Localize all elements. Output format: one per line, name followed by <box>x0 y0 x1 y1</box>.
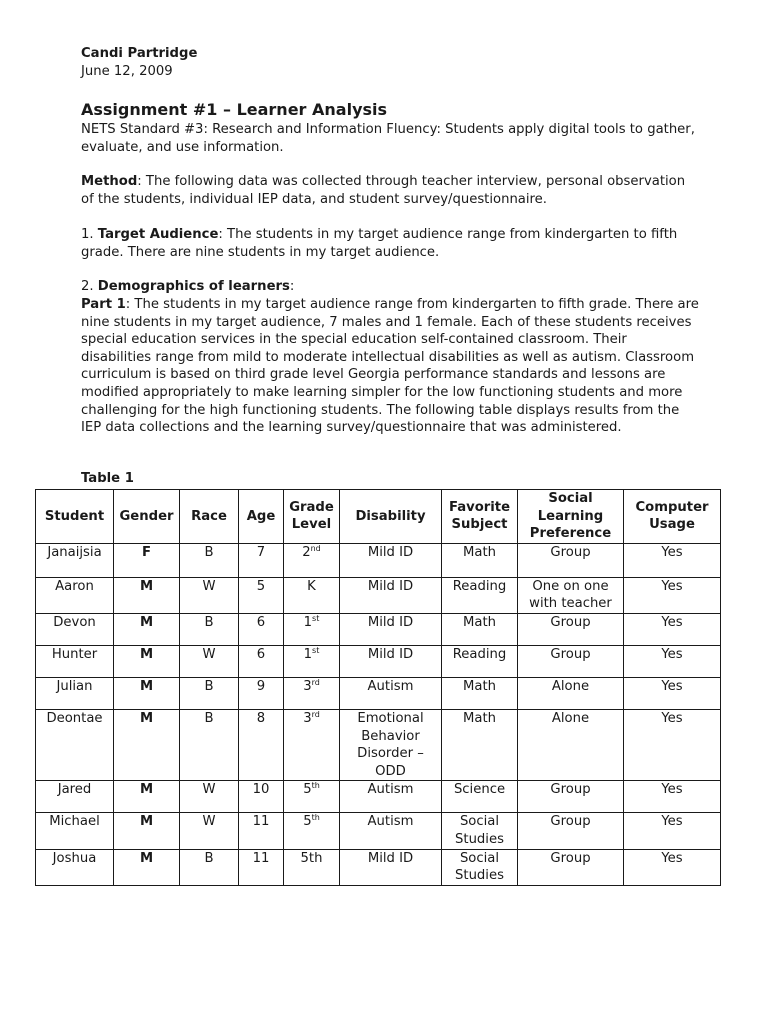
cell-student: Joshua <box>36 849 114 885</box>
cell-social: Group <box>518 813 624 849</box>
cell-social: Group <box>518 645 624 677</box>
cell-subject: Social Studies <box>442 849 518 885</box>
assignment-title: Assignment #1 – Learner Analysis <box>81 100 388 119</box>
table-row <box>36 709 721 780</box>
cell-social: Group <box>518 543 624 577</box>
table-caption: Table 1 <box>81 471 134 486</box>
header-computer-usage: Computer Usage <box>624 490 721 544</box>
cell-age: 5 <box>239 577 284 613</box>
cell-race: B <box>180 543 239 577</box>
cell-computer: Yes <box>624 543 721 577</box>
method-text: : The following data was collected through teacher interview, personal observation of the students, individual IEP data, and student survey/questionnaire. <box>81 174 686 207</box>
header-race: Race <box>180 490 239 544</box>
nets-standard-paragraph: NETS Standard #3: Research and Information Fluency: Students apply digital tools to gather, evaluate, and use information. <box>81 122 695 155</box>
cell-disability: Emotional Behavior Disorder – ODD <box>340 709 442 780</box>
table-row <box>36 677 721 709</box>
cell-age: 11 <box>239 849 284 885</box>
demographics-label: Demographics of learners <box>97 279 290 294</box>
cell-student: Hunter <box>36 645 114 677</box>
cell-gender: M <box>114 781 180 813</box>
cell-social: Group <box>518 781 624 813</box>
cell-subject: Reading <box>442 577 518 613</box>
cell-gender: M <box>114 577 180 613</box>
cell-grade: 5th <box>284 813 340 849</box>
cell-computer: Yes <box>624 813 721 849</box>
cell-gender: M <box>114 849 180 885</box>
table-row <box>36 849 721 885</box>
cell-computer: Yes <box>624 709 721 780</box>
cell-social: One on one with teacher <box>518 577 624 613</box>
target-audience-number: 1. <box>81 227 98 242</box>
cell-disability: Mild ID <box>340 577 442 613</box>
cell-disability: Autism <box>340 813 442 849</box>
header-age: Age <box>239 490 284 544</box>
cell-student: Deontae <box>36 709 114 780</box>
cell-race: W <box>180 645 239 677</box>
cell-subject: Social Studies <box>442 813 518 849</box>
cell-age: 10 <box>239 781 284 813</box>
demographics-colon: : <box>289 279 295 294</box>
part1-paragraph <box>81 296 701 437</box>
cell-race: B <box>180 613 239 645</box>
cell-computer: Yes <box>624 849 721 885</box>
cell-social: Group <box>518 613 624 645</box>
cell-grade: 3rd <box>284 677 340 709</box>
learner-table <box>35 489 721 886</box>
cell-grade: 1st <box>284 645 340 677</box>
cell-disability: Autism <box>340 781 442 813</box>
cell-age: 9 <box>239 677 284 709</box>
cell-race: W <box>180 813 239 849</box>
cell-grade: 5th <box>284 781 340 813</box>
target-audience-label: Target Audience <box>97 227 219 242</box>
cell-subject: Math <box>442 613 518 645</box>
cell-disability: Mild ID <box>340 645 442 677</box>
cell-student: Jared <box>36 781 114 813</box>
cell-disability: Autism <box>340 677 442 709</box>
target-audience-text: : The students in my target audience range from kindergarten to fifth grade. There are nine students in my target audience. <box>81 227 678 260</box>
header-student: Student <box>36 490 114 544</box>
cell-gender: M <box>114 709 180 780</box>
cell-student: Janaijsia <box>36 543 114 577</box>
cell-computer: Yes <box>624 577 721 613</box>
cell-subject: Math <box>442 543 518 577</box>
cell-grade: 5th <box>284 849 340 885</box>
cell-student: Michael <box>36 813 114 849</box>
method-paragraph <box>81 173 701 208</box>
cell-age: 8 <box>239 709 284 780</box>
cell-social: Group <box>518 849 624 885</box>
cell-age: 6 <box>239 613 284 645</box>
cell-race: W <box>180 577 239 613</box>
cell-disability: Mild ID <box>340 543 442 577</box>
cell-student: Julian <box>36 677 114 709</box>
cell-subject: Reading <box>442 645 518 677</box>
header-social-learning: Social Learning Preference <box>518 490 624 544</box>
method-label: Method <box>81 174 138 189</box>
cell-computer: Yes <box>624 677 721 709</box>
cell-gender: M <box>114 613 180 645</box>
header-grade-level: Grade Level <box>284 490 340 544</box>
cell-subject: Science <box>442 781 518 813</box>
cell-age: 6 <box>239 645 284 677</box>
cell-student: Aaron <box>36 577 114 613</box>
cell-social: Alone <box>518 677 624 709</box>
cell-grade: K <box>284 577 340 613</box>
cell-gender: M <box>114 813 180 849</box>
demographics-number: 2. <box>81 279 98 294</box>
header-disability: Disability <box>340 490 442 544</box>
demographics-heading <box>81 278 701 296</box>
target-audience-paragraph <box>81 226 701 261</box>
cell-student: Devon <box>36 613 114 645</box>
table-row <box>36 813 721 849</box>
cell-disability: Mild ID <box>340 849 442 885</box>
cell-race: B <box>180 849 239 885</box>
cell-computer: Yes <box>624 613 721 645</box>
document-date: June 12, 2009 <box>81 64 173 79</box>
cell-race: B <box>180 677 239 709</box>
cell-gender: M <box>114 677 180 709</box>
table-row <box>36 645 721 677</box>
header-favorite-subject: Favorite Subject <box>442 490 518 544</box>
cell-grade: 1st <box>284 613 340 645</box>
cell-computer: Yes <box>624 645 721 677</box>
table-header-row <box>36 490 721 544</box>
cell-gender: F <box>114 543 180 577</box>
cell-age: 7 <box>239 543 284 577</box>
cell-grade: 2nd <box>284 543 340 577</box>
cell-subject: Math <box>442 709 518 780</box>
cell-gender: M <box>114 645 180 677</box>
table-row <box>36 613 721 645</box>
cell-race: B <box>180 709 239 780</box>
table-row <box>36 577 721 613</box>
cell-race: W <box>180 781 239 813</box>
table-row <box>36 543 721 577</box>
header-gender: Gender <box>114 490 180 544</box>
cell-subject: Math <box>442 677 518 709</box>
cell-social: Alone <box>518 709 624 780</box>
author-name: Candi Partridge <box>81 46 198 61</box>
table-row <box>36 781 721 813</box>
cell-disability: Mild ID <box>340 613 442 645</box>
part1-text: : The students in my target audience range from kindergarten to fifth grade. There are nine students in my target audience, 7 males and 1 female. Each of these students receives special education services in the special education self-contained classroom. Their disabilities range from mild to moderate intellectual disabilities as well as autism. Classroom curriculum is based on third grade level Georgia performance standards and lessons are modified appropriately to make learning simpler for the low functioning students and more challenging for the high functioning students. The following table displays results from the IEP data collections and the learning survey/questionnaire that was administered. <box>81 297 699 436</box>
part1-label: Part 1 <box>81 297 126 312</box>
cell-computer: Yes <box>624 781 721 813</box>
cell-grade: 3rd <box>284 709 340 780</box>
cell-age: 11 <box>239 813 284 849</box>
